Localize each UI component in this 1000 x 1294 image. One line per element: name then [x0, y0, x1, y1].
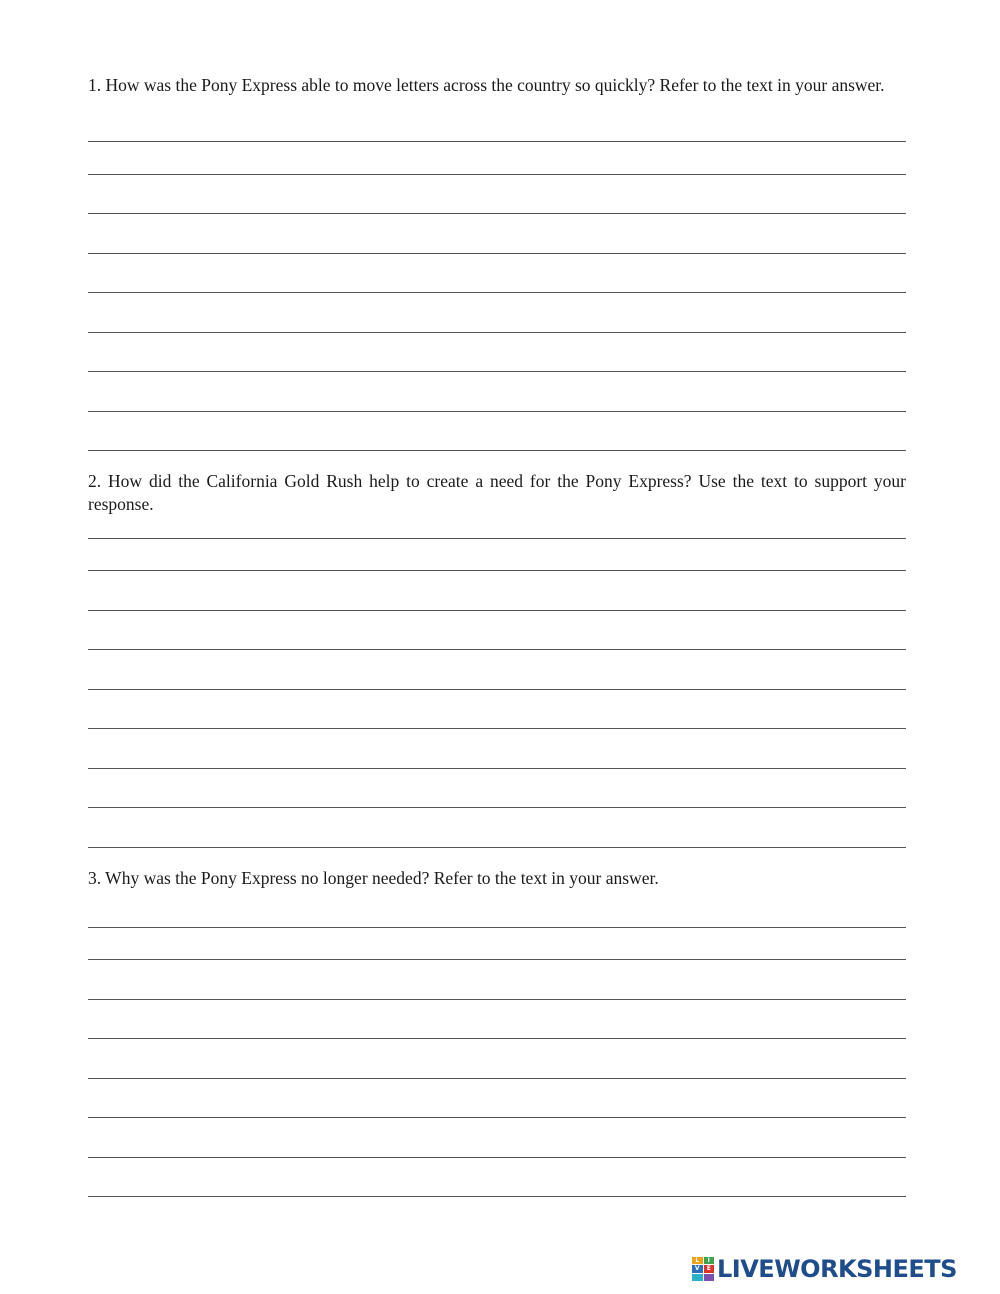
answer-line[interactable] [88, 1157, 906, 1158]
answer-line[interactable] [88, 450, 906, 451]
answer-line[interactable] [88, 728, 906, 729]
answer-line[interactable] [88, 292, 906, 293]
logo-tile: I [704, 1257, 715, 1264]
liveworksheets-logo-icon [692, 1257, 714, 1281]
answer-line[interactable] [88, 253, 906, 254]
question-1: 1. How was the Pony Express able to move letters across the country so quickly? Refer to the text in your answer. [88, 75, 885, 95]
answer-line[interactable] [88, 371, 906, 372]
answer-line[interactable] [88, 959, 906, 960]
brand-name: LIVEWORKSHEETS [717, 1255, 957, 1283]
answer-line[interactable] [88, 1038, 906, 1039]
answer-line[interactable] [88, 689, 906, 690]
answer-line[interactable] [88, 610, 906, 611]
answer-line[interactable] [88, 768, 906, 769]
question-2: 2. How did the California Gold Rush help to create a need for the Pony Express? Use the text to support your response. [88, 471, 906, 514]
logo-tile [704, 1274, 715, 1281]
answer-line[interactable] [88, 1196, 906, 1197]
answer-line[interactable] [88, 411, 906, 412]
liveworksheets-brand[interactable] [692, 1254, 957, 1284]
logo-tile: E [704, 1265, 715, 1272]
logo-tile: V [692, 1265, 703, 1272]
logo-tile [692, 1274, 703, 1281]
answer-line[interactable] [88, 999, 906, 1000]
answer-line[interactable] [88, 332, 906, 333]
answer-line[interactable] [88, 538, 906, 539]
question-3: 3. Why was the Pony Express no longer needed? Refer to the text in your answer. [88, 868, 659, 888]
answer-line[interactable] [88, 1117, 906, 1118]
answer-line[interactable] [88, 807, 906, 808]
answer-line[interactable] [88, 174, 906, 175]
answer-line[interactable] [88, 927, 906, 928]
answer-line[interactable] [88, 847, 906, 848]
answer-line[interactable] [88, 649, 906, 650]
answer-line[interactable] [88, 570, 906, 571]
answer-line[interactable] [88, 141, 906, 142]
answer-line[interactable] [88, 1078, 906, 1079]
answer-line[interactable] [88, 213, 906, 214]
logo-tile: L [692, 1257, 703, 1264]
